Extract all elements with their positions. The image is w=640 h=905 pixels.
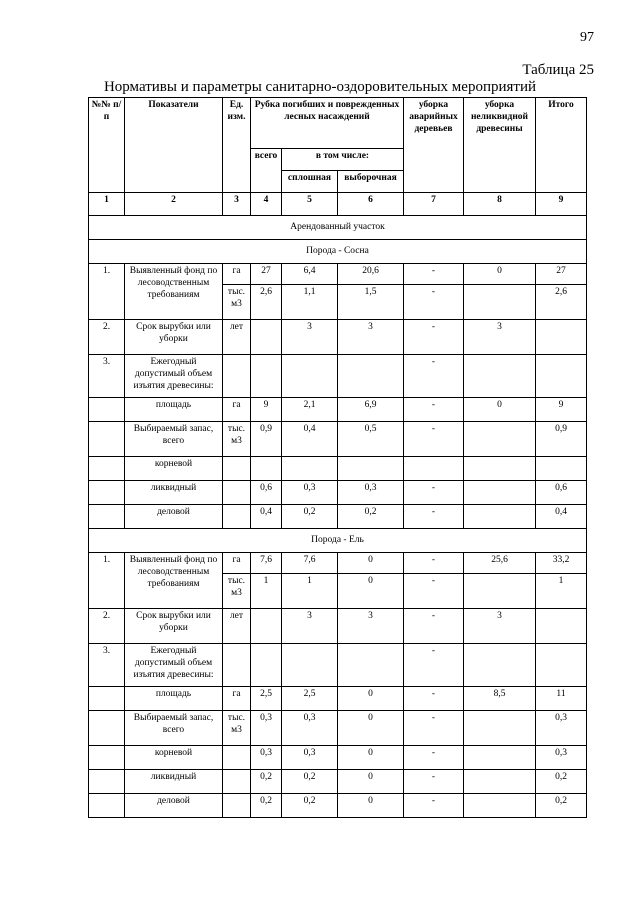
table-label: Таблица 25 [522, 62, 594, 78]
value-cell-c9: 0,3 [536, 746, 587, 770]
value-cell-c9: 0,4 [536, 505, 587, 529]
value-cell-c5: 0,3 [282, 481, 338, 505]
value-cell-c6: 0,3 [338, 481, 404, 505]
value-cell-c8 [464, 505, 536, 529]
col-number: 9 [536, 193, 587, 216]
indicator-label: Выявленный фонд по лесоводственным требованиям [125, 264, 223, 320]
indicator-label: ликвидный [125, 770, 223, 794]
value-cell-c9: 11 [536, 687, 587, 711]
indicator-label: корневой [125, 457, 223, 481]
table-row [89, 687, 587, 711]
value-cell-c8 [464, 794, 536, 818]
unit-cell: га [223, 264, 251, 285]
value-cell-c6: 0,2 [338, 505, 404, 529]
value-cell-c5: 0,3 [282, 746, 338, 770]
indicator-label: ликвидный [125, 481, 223, 505]
value-cell-c8 [464, 746, 536, 770]
value-cell-c4: 9 [251, 398, 282, 422]
value-cell-c8 [464, 285, 536, 320]
header-sum: Итого [536, 98, 587, 193]
header-total: всего [251, 149, 282, 193]
table-row [89, 529, 587, 553]
unit-cell [223, 746, 251, 770]
row-number: 3. [89, 644, 125, 687]
value-cell-c6: 0 [338, 794, 404, 818]
value-cell-c9: 0,9 [536, 422, 587, 457]
col-number: 4 [251, 193, 282, 216]
row-number: 3. [89, 355, 125, 398]
value-cell-c8 [464, 481, 536, 505]
unit-cell [223, 481, 251, 505]
value-cell-c6: 20,6 [338, 264, 404, 285]
value-cell-c7: - [404, 609, 464, 644]
unit-cell: лет [223, 609, 251, 644]
value-cell-c8 [464, 574, 536, 609]
value-cell-c4: 0,2 [251, 770, 282, 794]
value-cell-c7: - [404, 285, 464, 320]
indicator-label: деловой [125, 505, 223, 529]
value-cell-c9: 0,2 [536, 770, 587, 794]
value-cell-c4: 1 [251, 574, 282, 609]
value-cell-c9 [536, 320, 587, 355]
unit-cell [223, 644, 251, 687]
value-cell-c6: 0 [338, 574, 404, 609]
unit-cell [223, 770, 251, 794]
indicator-label: площадь [125, 687, 223, 711]
header-emergency: уборка аварийных деревьев [404, 98, 464, 193]
value-cell-c6: 3 [338, 609, 404, 644]
value-cell-c5: 0,4 [282, 422, 338, 457]
table-row [89, 240, 587, 264]
value-cell-c9: 0,3 [536, 711, 587, 746]
unit-cell [223, 355, 251, 398]
col-number: 7 [404, 193, 464, 216]
table-row [89, 264, 587, 285]
value-cell-c5: 3 [282, 320, 338, 355]
table-row [89, 553, 587, 574]
value-cell-c7: - [404, 687, 464, 711]
header-indicators: Показатели [125, 98, 223, 193]
value-cell-c7: - [404, 422, 464, 457]
row-number [89, 422, 125, 457]
table-row [89, 794, 587, 818]
value-cell-c6: 0 [338, 687, 404, 711]
row-number [89, 481, 125, 505]
unit-cell: лет [223, 320, 251, 355]
col-number: 3 [223, 193, 251, 216]
sanitary-measures-table [88, 97, 587, 818]
value-cell-c4: 0,4 [251, 505, 282, 529]
value-cell-c4: 2,6 [251, 285, 282, 320]
indicator-label: площадь [125, 398, 223, 422]
value-cell-c6: 1,5 [338, 285, 404, 320]
value-cell-c4: 0,3 [251, 711, 282, 746]
value-cell-c8: 0 [464, 264, 536, 285]
table-row [89, 644, 587, 687]
unit-cell: тыс. м3 [223, 422, 251, 457]
value-cell-c4: 0,3 [251, 746, 282, 770]
value-cell-c8: 8,5 [464, 687, 536, 711]
unit-cell: тыс. м3 [223, 711, 251, 746]
unit-cell: тыс. м3 [223, 285, 251, 320]
header-unit: Ед. изм. [223, 98, 251, 193]
value-cell-c9 [536, 457, 587, 481]
indicator-label: Выбираемый запас, всего [125, 711, 223, 746]
unit-cell: га [223, 687, 251, 711]
unit-cell [223, 505, 251, 529]
table-row [89, 355, 587, 398]
value-cell-c6: 3 [338, 320, 404, 355]
table-row [89, 398, 587, 422]
value-cell-c6 [338, 644, 404, 687]
value-cell-c7: - [404, 398, 464, 422]
header-felling: Рубка погибших и поврежденных лесных насаждений [251, 98, 404, 149]
value-cell-c9: 0,2 [536, 794, 587, 818]
indicator-label: Выбираемый запас, всего [125, 422, 223, 457]
table-row [89, 457, 587, 481]
value-cell-c6 [338, 457, 404, 481]
col-number: 8 [464, 193, 536, 216]
indicator-label: Ежегодный допустимый объем изъятия древесины: [125, 644, 223, 687]
indicator-label: корневой [125, 746, 223, 770]
value-cell-c8 [464, 422, 536, 457]
indicator-label: деловой [125, 794, 223, 818]
value-cell-c7: - [404, 711, 464, 746]
value-cell-c9: 2,6 [536, 285, 587, 320]
col-number: 1 [89, 193, 125, 216]
value-cell-c8 [464, 644, 536, 687]
header-selective: выборочная [338, 171, 404, 193]
indicator-label: Выявленный фонд по лесоводственным требованиям [125, 553, 223, 609]
row-number: 2. [89, 609, 125, 644]
value-cell-c8 [464, 355, 536, 398]
value-cell-c6: 6,9 [338, 398, 404, 422]
value-cell-c9: 9 [536, 398, 587, 422]
value-cell-c9: 33,2 [536, 553, 587, 574]
value-cell-c6: 0 [338, 770, 404, 794]
value-cell-c7: - [404, 320, 464, 355]
table-row [89, 746, 587, 770]
value-cell-c7: - [404, 553, 464, 574]
table-row [89, 505, 587, 529]
unit-cell: га [223, 398, 251, 422]
value-cell-c8: 0 [464, 398, 536, 422]
value-cell-c7: - [404, 264, 464, 285]
row-number [89, 746, 125, 770]
table-row [89, 481, 587, 505]
value-cell-c9: 1 [536, 574, 587, 609]
table-title: Нормативы и параметры санитарно-оздоровительных мероприятий [103, 79, 537, 95]
value-cell-c5: 0,2 [282, 505, 338, 529]
value-cell-c7: - [404, 644, 464, 687]
unit-cell [223, 457, 251, 481]
value-cell-c8 [464, 770, 536, 794]
table-row [89, 711, 587, 746]
species-section-label: Порода - Ель [89, 529, 587, 553]
value-cell-c5: 3 [282, 609, 338, 644]
indicator-label: Срок вырубки или уборки [125, 320, 223, 355]
value-cell-c6: 0 [338, 746, 404, 770]
value-cell-c5: 6,4 [282, 264, 338, 285]
value-cell-c4 [251, 355, 282, 398]
value-cell-c4: 27 [251, 264, 282, 285]
unit-cell [223, 794, 251, 818]
value-cell-c7 [404, 457, 464, 481]
value-cell-c4: 0,6 [251, 481, 282, 505]
value-cell-c9: 27 [536, 264, 587, 285]
value-cell-c4: 2,5 [251, 687, 282, 711]
col-number: 5 [282, 193, 338, 216]
value-cell-c5: 2,5 [282, 687, 338, 711]
value-cell-c9 [536, 609, 587, 644]
value-cell-c5: 1,1 [282, 285, 338, 320]
value-cell-c5: 0,2 [282, 770, 338, 794]
row-number: 2. [89, 320, 125, 355]
row-number [89, 711, 125, 746]
table-row [89, 609, 587, 644]
value-cell-c6: 0 [338, 553, 404, 574]
value-cell-c6 [338, 355, 404, 398]
value-cell-c6: 0,5 [338, 422, 404, 457]
header-illiquid: уборка неликвидной древесины [464, 98, 536, 193]
value-cell-c9: 0,6 [536, 481, 587, 505]
value-cell-c4 [251, 644, 282, 687]
row-number [89, 505, 125, 529]
value-cell-c7: - [404, 770, 464, 794]
header-including: в том числе: [282, 149, 404, 171]
value-cell-c6: 0 [338, 711, 404, 746]
value-cell-c8 [464, 457, 536, 481]
row-number: 1. [89, 553, 125, 609]
header-num: №№ п/п [89, 98, 125, 193]
value-cell-c7: - [404, 574, 464, 609]
value-cell-c8: 3 [464, 609, 536, 644]
value-cell-c7: - [404, 746, 464, 770]
row-number [89, 398, 125, 422]
value-cell-c4: 0,2 [251, 794, 282, 818]
col-number: 6 [338, 193, 404, 216]
row-number: 1. [89, 264, 125, 320]
value-cell-c7: - [404, 481, 464, 505]
table-row [89, 320, 587, 355]
value-cell-c4 [251, 457, 282, 481]
value-cell-c7: - [404, 355, 464, 398]
value-cell-c4: 7,6 [251, 553, 282, 574]
value-cell-c7: - [404, 794, 464, 818]
value-cell-c4: 0,9 [251, 422, 282, 457]
value-cell-c4 [251, 320, 282, 355]
value-cell-c9 [536, 644, 587, 687]
header-clear: сплошная [282, 171, 338, 193]
table-row [89, 422, 587, 457]
indicator-label: Ежегодный допустимый объем изъятия древесины: [125, 355, 223, 398]
col-number: 2 [125, 193, 223, 216]
unit-cell: тыс. м3 [223, 574, 251, 609]
value-cell-c5: 0,2 [282, 794, 338, 818]
value-cell-c5 [282, 457, 338, 481]
value-cell-c5: 7,6 [282, 553, 338, 574]
page-number: 97 [580, 30, 594, 45]
value-cell-c8: 3 [464, 320, 536, 355]
value-cell-c8: 25,6 [464, 553, 536, 574]
value-cell-c8 [464, 711, 536, 746]
table-row [89, 770, 587, 794]
value-cell-c5: 2,1 [282, 398, 338, 422]
row-number [89, 457, 125, 481]
row-number [89, 794, 125, 818]
value-cell-c5 [282, 355, 338, 398]
row-number [89, 687, 125, 711]
species-section-label: Порода - Сосна [89, 240, 587, 264]
value-cell-c4 [251, 609, 282, 644]
lease-section-label: Арендованный участок [89, 216, 587, 240]
value-cell-c5: 0,3 [282, 711, 338, 746]
unit-cell: га [223, 553, 251, 574]
value-cell-c5 [282, 644, 338, 687]
indicator-label: Срок вырубки или уборки [125, 609, 223, 644]
row-number [89, 770, 125, 794]
value-cell-c7: - [404, 505, 464, 529]
value-cell-c5: 1 [282, 574, 338, 609]
value-cell-c9 [536, 355, 587, 398]
